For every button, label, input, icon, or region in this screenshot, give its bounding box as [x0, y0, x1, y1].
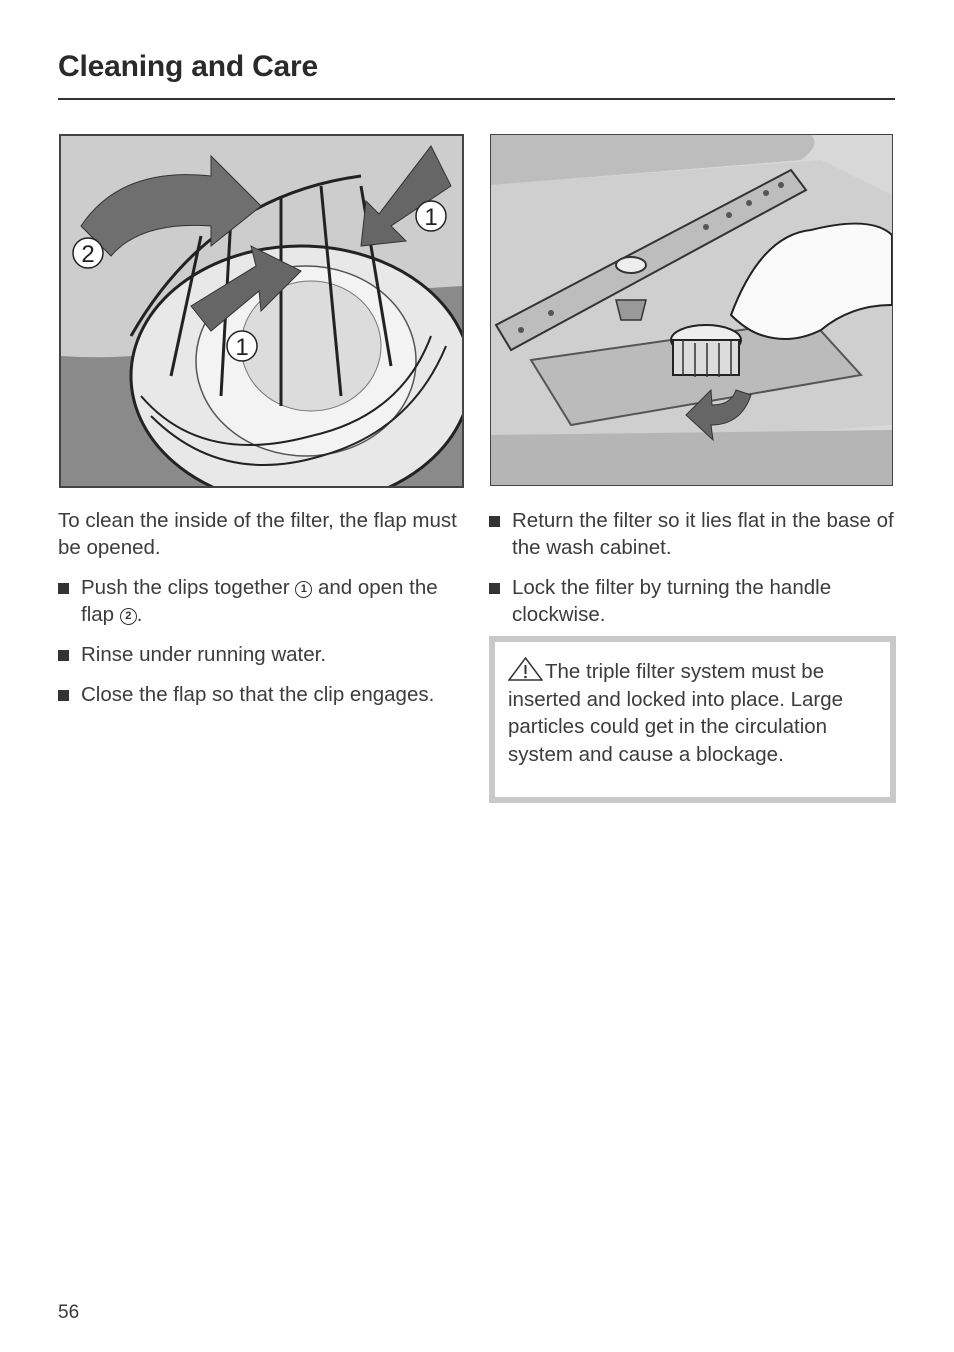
step-text: Rinse under running water.: [81, 643, 327, 666]
callout-ref-1: 1: [295, 581, 312, 598]
step-text: Return the filter so it lies flat in the base of the wash cabinet.: [512, 509, 894, 559]
bullet-square-icon: [58, 690, 69, 701]
step-text: Close the flap so that the clip engages.: [81, 683, 435, 706]
callout-ref-2: 2: [120, 608, 137, 625]
intro-paragraph: To clean the inside of the filter, the flap must be opened.: [58, 509, 457, 559]
filter-lock-illustration: [490, 134, 893, 486]
step-close-flap: [58, 681, 458, 708]
callout-clips-top: 1: [424, 204, 438, 231]
step-push-clips: [58, 574, 458, 628]
bullet-square-icon: [489, 516, 500, 527]
bullet-square-icon: [58, 650, 69, 661]
step-text: Push the clips together: [81, 576, 296, 599]
title-divider: [58, 98, 895, 100]
warning-content: [495, 642, 890, 797]
filter-flap-illustration: [59, 134, 464, 488]
right-column: [489, 507, 895, 641]
warning-text: The triple filter system must be inserted and locked into place. Large particles could get in the circulation system and cause a blockage.: [508, 660, 844, 766]
step-text: .: [136, 603, 143, 626]
step-rinse: [58, 641, 458, 668]
bullet-square-icon: [58, 583, 69, 594]
step-text: Lock the filter by turning the handle clockwise.: [512, 576, 832, 626]
warning-triangle-icon: [508, 657, 543, 681]
page-title: Cleaning and Care: [58, 50, 318, 83]
warning-box: [489, 636, 896, 803]
step-return-filter: [489, 507, 895, 561]
callout-clips-bottom: 1: [235, 334, 249, 361]
bullet-square-icon: [489, 583, 500, 594]
page-number: 56: [58, 1302, 80, 1323]
step-lock-filter: [489, 574, 895, 628]
left-column: [58, 507, 458, 721]
callout-flap: 2: [81, 241, 95, 268]
filter-flap-drawing: [61, 136, 462, 486]
filter-lock-drawing: [491, 135, 892, 485]
step-text: and open the flap: [81, 576, 438, 626]
